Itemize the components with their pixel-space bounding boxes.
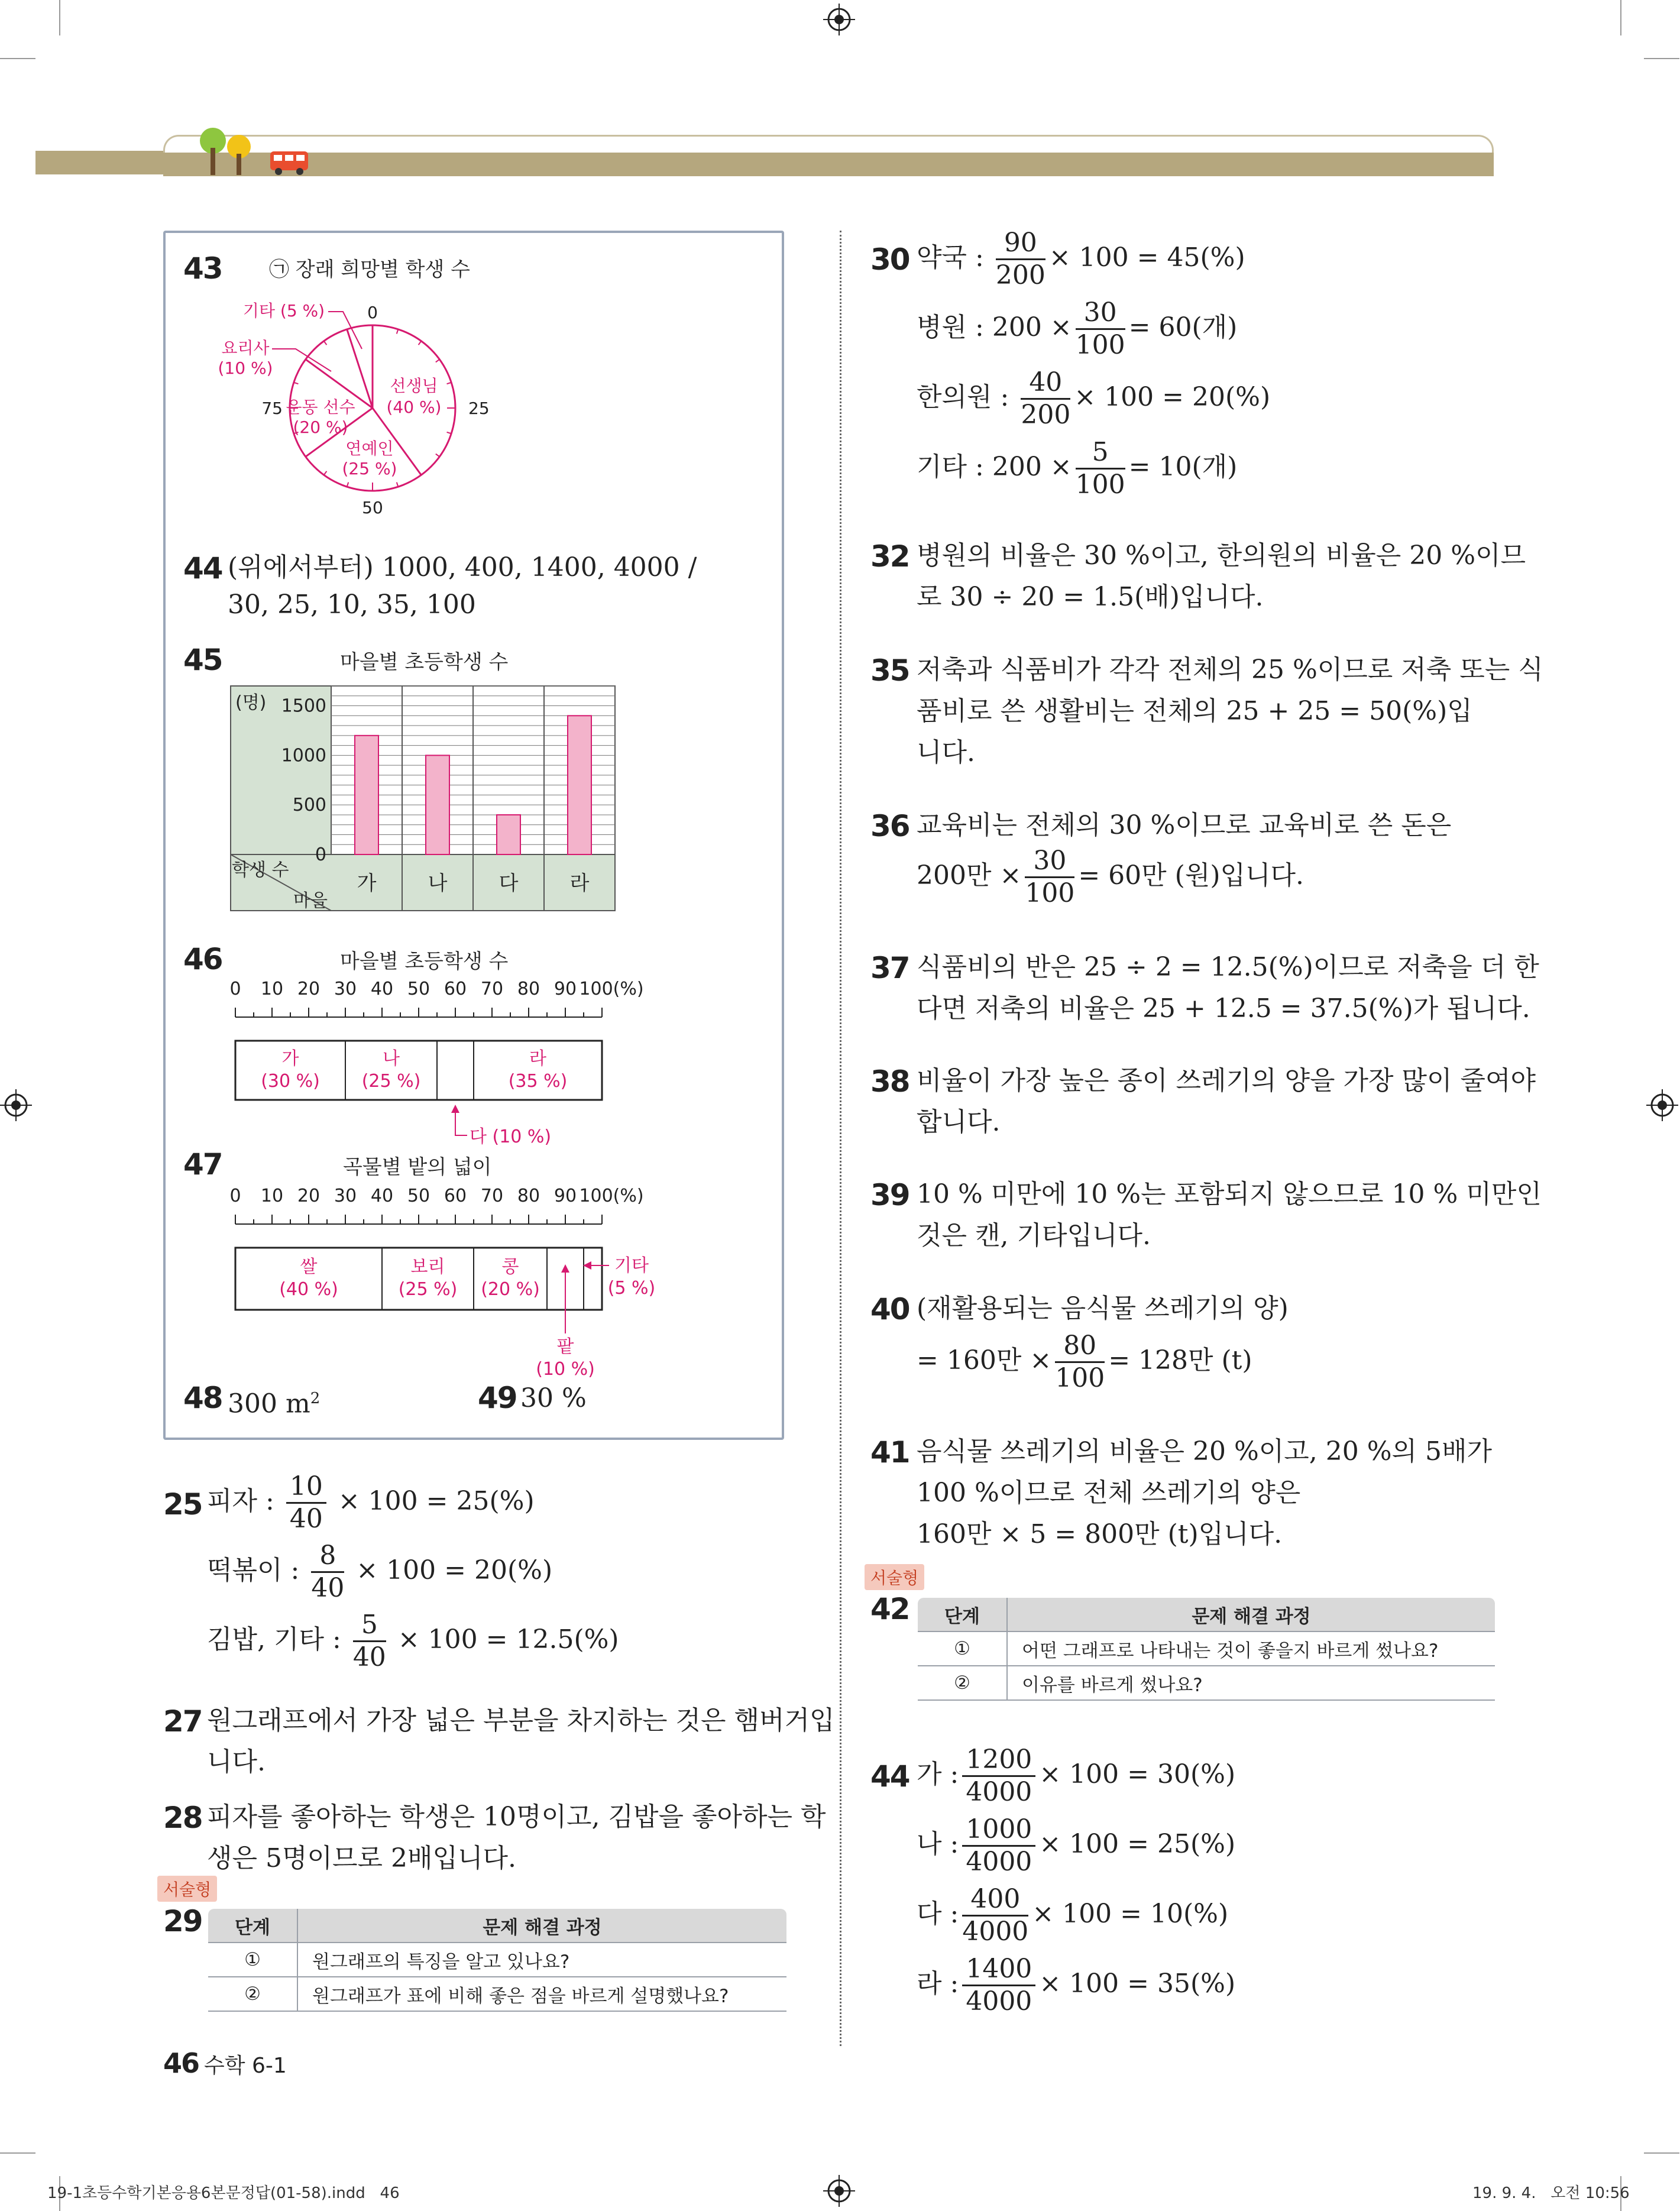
bus-icon [269, 148, 310, 177]
crop-mark-top [823, 4, 855, 35]
pie-chart [195, 284, 526, 532]
scale-label: 90 [553, 1186, 577, 1206]
rubric-step: ② [208, 1977, 297, 2011]
answer-line: (재활용되는 음식물 쓰레기의 양) [917, 1293, 1289, 1323]
rubric-step: ① [208, 1943, 297, 1977]
denominator: 40 [289, 1504, 323, 1534]
trim-line [1644, 2152, 1679, 2154]
denominator: 200 [995, 260, 1045, 290]
formula-rest: × 100 = 12.5(%) [397, 1624, 619, 1655]
bar [568, 716, 591, 854]
answer-line: 품비로 쓴 생활비는 전체의 25 + 25 = 50(%)입 [917, 696, 1472, 726]
fraction [286, 1471, 326, 1535]
formula-rest: × 100 = 20(%) [1074, 382, 1271, 412]
numerator: 400 [962, 1884, 1028, 1917]
scale-label: 80 [517, 1186, 540, 1206]
formula-label: 라 : [917, 1969, 959, 1999]
strip-callout-label: (10 %) [536, 1359, 595, 1380]
row-header-label: 학생 수 [232, 860, 289, 880]
problem-number: 38 [870, 1064, 909, 1099]
scale-label: 100(%) [579, 979, 644, 999]
denominator: 4000 [966, 1847, 1032, 1877]
pie-slice-label: (20 %) [293, 417, 348, 437]
page-number: 46 [163, 2047, 199, 2079]
pie-slice-label: 기타 (5 %) [242, 301, 325, 321]
trim-line [1644, 58, 1679, 59]
scale-label: 30 [334, 979, 357, 999]
strip-graph [225, 976, 686, 1147]
y-tick-label: 0 [315, 844, 326, 865]
answer-line: 100 %이므로 전체 쓰레기의 양은 [917, 1478, 1301, 1508]
formula-rest: × 100 = 30(%) [1039, 1759, 1236, 1789]
rubric-head-step: 단계 [208, 1909, 297, 1943]
strip-segment-label: 라 [529, 1048, 546, 1069]
pie-tick [447, 383, 452, 384]
formula-row [207, 1540, 552, 1604]
answer-line: 30, 25, 10, 35, 100 [228, 590, 476, 620]
scale-label: 60 [444, 1186, 467, 1206]
strip-segment-label: (25 %) [398, 1279, 458, 1300]
formula-label: 나 : [917, 1829, 959, 1859]
strip-segment-label: (35 %) [508, 1071, 568, 1092]
answer-line: 160만 × 5 = 800만 (t)입니다. [917, 1519, 1283, 1549]
pie-slice-label: 선생님 [390, 376, 438, 396]
numerator: 8 [311, 1540, 344, 1573]
scale-label: 40 [370, 1186, 394, 1206]
fraction [962, 1814, 1035, 1877]
numerator: 40 [1021, 367, 1070, 400]
scale-label: 30 [334, 1186, 357, 1206]
arrow-icon [451, 1105, 459, 1113]
formula-rest: = 128만 (t) [1108, 1345, 1252, 1375]
pie-axis-label: 25 [468, 399, 490, 418]
fraction [1055, 1331, 1105, 1394]
rubric-criterion: 이유를 바르게 썼나요? [1007, 1666, 1495, 1700]
pie-axis-label: 0 [367, 303, 378, 322]
formula-row [917, 1744, 1235, 1808]
formula-label: 약국 : [917, 242, 984, 273]
formula-label: 떡볶이 : [207, 1555, 300, 1585]
answer-line: 니다. [207, 1747, 266, 1777]
answer-line: 30 % [520, 1383, 587, 1413]
strip-segment-label: 나 [383, 1048, 400, 1069]
formula-rest: × 100 = 35(%) [1039, 1969, 1236, 1999]
denominator: 100 [1055, 1363, 1105, 1393]
bar-chart [231, 680, 621, 917]
scale-label: 90 [553, 979, 577, 999]
rubric-head-process: 문제 해결 과정 [1007, 1598, 1495, 1631]
print-file-name: 19-1초등수학기본응용6본문정답(01-58).indd 46 [47, 2184, 400, 2202]
denominator: 4000 [966, 1777, 1032, 1807]
problem-number: 44 [870, 1759, 909, 1794]
formula-pre: 200 × [992, 452, 1072, 482]
formula-pre: 200 × [992, 312, 1072, 342]
rubric-step: ① [918, 1631, 1007, 1666]
pie-axis-label: 50 [362, 498, 383, 517]
scale-label: 20 [297, 1186, 321, 1206]
problem-number: 39 [870, 1178, 909, 1212]
fraction [1076, 297, 1125, 361]
problem-number: 28 [163, 1801, 202, 1835]
answer-line: 저축과 식품비가 각각 전체의 25 %이므로 저축 또는 식 [917, 655, 1543, 685]
formula-rest: × 100 = 10(%) [1032, 1899, 1229, 1929]
problem-number: 47 [183, 1147, 222, 1181]
strip-segment-label: (30 %) [261, 1071, 320, 1092]
problem-number: 27 [163, 1704, 202, 1739]
scale-label: 10 [260, 1186, 284, 1206]
formula-row [917, 367, 1270, 430]
fraction [1025, 846, 1074, 909]
numerator: 30 [1025, 846, 1074, 878]
print-date: 19. 9. 4. 오전 10:56 [1472, 2184, 1630, 2202]
chart-title: 마을별 초등학생 수 [340, 950, 509, 973]
book-title: 수학 6-1 [204, 2054, 287, 2078]
pie-tick [294, 383, 299, 384]
strip-segment-label: (40 %) [279, 1279, 338, 1300]
problem-number: 35 [870, 653, 909, 688]
scale-label: 80 [517, 979, 540, 999]
formula-row [917, 1954, 1235, 2017]
pie-slice-label: (10 %) [218, 358, 273, 378]
rubric-table [208, 1909, 786, 2012]
problem-number: 32 [870, 539, 909, 574]
numerator: 10 [286, 1471, 326, 1504]
fraction [962, 1884, 1028, 1947]
fraction [353, 1610, 386, 1673]
answer-line [228, 1378, 320, 1425]
pie-tick [347, 483, 348, 487]
numerator: 90 [996, 228, 1045, 260]
formula-rest: × 100 = 25(%) [338, 1486, 535, 1516]
rubric-criterion: 어떤 그래프로 나타내는 것이 좋을지 바르게 썼나요? [1007, 1631, 1495, 1666]
scale-label: 70 [480, 979, 504, 999]
pie-tick [397, 329, 398, 334]
formula-row [917, 846, 1304, 909]
strip-callout-label: 팥 [556, 1336, 574, 1357]
problem-number: 44 [183, 551, 222, 585]
problem-number: 37 [870, 951, 909, 985]
answer-line: 피자를 좋아하는 학생은 10명이고, 김밥을 좋아하는 학 [207, 1802, 826, 1832]
fraction [311, 1540, 344, 1604]
formula-row [917, 437, 1237, 500]
pie-slice-label: 운동 선수 [286, 397, 355, 417]
y-tick-label: 1500 [281, 695, 326, 717]
answer-line: 로 30 ÷ 20 = 1.5(배)입니다. [917, 582, 1264, 612]
denominator: 4000 [966, 1986, 1032, 2016]
formula-row [207, 1471, 535, 1535]
formula-rest: = 60만 (원)입니다. [1078, 860, 1304, 891]
formula-rest: × 100 = 20(%) [356, 1555, 553, 1585]
answer-line: 식품비의 반은 25 ÷ 2 = 12.5(%)이므로 저축을 더 한 [917, 952, 1539, 982]
denominator: 100 [1025, 878, 1075, 908]
pie-tick [324, 341, 327, 345]
formula-rest: = 10(개) [1128, 452, 1238, 482]
problem-number: 29 [163, 1904, 202, 1938]
formula-rest: = 60(개) [1128, 312, 1238, 342]
scale-label: 0 [229, 1186, 241, 1206]
category-label: 나 [428, 872, 448, 895]
fraction [962, 1744, 1035, 1808]
rubric-head-step: 단계 [918, 1598, 1007, 1631]
scale-label: 100(%) [579, 1186, 644, 1206]
crop-mark-bottom [823, 2175, 855, 2207]
bar [355, 736, 378, 854]
denominator: 200 [1021, 400, 1071, 430]
crop-mark-right [1646, 1089, 1678, 1121]
answer-line: 교육비는 전체의 30 %이므로 교육비로 쓴 돈은 [917, 810, 1452, 840]
strip-callout-label: (5 %) [607, 1278, 656, 1299]
strip-segment-label: (25 %) [361, 1071, 421, 1092]
chart-title: 마을별 초등학생 수 [340, 650, 509, 674]
pie-slice-label: (25 %) [342, 459, 397, 478]
strip-callout-label: 기타 [614, 1255, 649, 1276]
tree-icon [195, 124, 260, 177]
answer-line: 니다. [917, 737, 975, 768]
answer-value: 300 m [228, 1388, 310, 1419]
formula-label: 다 : [917, 1899, 959, 1929]
strip-segment-label: 콩 [501, 1257, 519, 1277]
answer-line: 비율이 가장 높은 종이 쓰레기의 양을 가장 많이 줄여야 [917, 1066, 1536, 1096]
denominator: 100 [1075, 470, 1125, 500]
bar [497, 815, 520, 854]
problem-number: 41 [870, 1435, 909, 1469]
y-tick-label: 1000 [281, 745, 326, 766]
formula-row [917, 1331, 1252, 1394]
answer-line: 원그래프에서 가장 넓은 부분을 차지하는 것은 햄버거입 [207, 1705, 835, 1736]
chart-title: 곡물별 밭의 넓이 [343, 1155, 492, 1179]
problem-number: 40 [870, 1292, 909, 1326]
numerator: 30 [1076, 297, 1125, 330]
answer-line: (위에서부터) 1000, 400, 1400, 4000 / [228, 552, 697, 582]
formula-row [207, 1610, 619, 1673]
formula-pre: = 160만 × [917, 1345, 1052, 1375]
denominator: 40 [352, 1642, 386, 1672]
formula-rest: × 100 = 45(%) [1048, 242, 1245, 273]
pie-tick [447, 432, 452, 433]
scale-label: 50 [407, 979, 430, 999]
pie-slice-label: 요리사 [221, 338, 270, 358]
column-header-label: 마을 [293, 891, 328, 911]
formula-pre: 200만 × [917, 860, 1022, 891]
fraction [1021, 367, 1070, 430]
exponent: 2 [310, 1390, 321, 1407]
essay-badge: 서술형 [865, 1564, 924, 1590]
problem-number: 36 [870, 809, 909, 843]
formula-label: 피자 : [207, 1486, 274, 1516]
category-label: 가 [357, 872, 377, 895]
pie-axis-label: 75 [261, 399, 283, 418]
pie-tick [436, 454, 439, 457]
formula-label: 기타 : [917, 452, 984, 482]
header-bar-inner [163, 153, 1494, 176]
formula-label: 병원 : [917, 312, 984, 342]
answer-line: 병원의 비율은 30 %이고, 한의원의 비율은 20 %이므 [917, 540, 1526, 571]
formula-row [917, 1814, 1235, 1877]
strip-segment-label: (20 %) [481, 1279, 540, 1300]
answer-line: 생은 5명이므로 2배입니다. [207, 1843, 516, 1873]
pie-tick [436, 360, 439, 362]
numerator: 1200 [962, 1744, 1035, 1777]
bar [426, 755, 449, 854]
denominator: 4000 [962, 1917, 1029, 1947]
problem-number: 45 [183, 643, 222, 677]
formula-row [917, 1884, 1228, 1947]
chart-title: ㉠ 장래 희망별 학생 수 [269, 258, 470, 281]
problem-number: 43 [183, 251, 222, 286]
column-divider [840, 231, 841, 2046]
answer-line: 다면 저축의 비율은 25 + 12.5 = 37.5(%)가 됩니다. [917, 993, 1530, 1024]
problem-number: 42 [870, 1592, 909, 1626]
rubric-step: ② [918, 1666, 1007, 1700]
fraction [996, 228, 1045, 291]
numerator: 80 [1055, 1331, 1105, 1363]
crop-mark-left [0, 1089, 32, 1121]
numerator: 5 [1076, 437, 1125, 470]
rubric-criterion: 원그래프가 표에 비해 좋은 점을 바르게 설명했나요? [297, 1977, 786, 2011]
formula-row [917, 228, 1245, 291]
formula-rest: × 100 = 25(%) [1039, 1829, 1236, 1859]
rubric-table [918, 1598, 1495, 1701]
trim-line [0, 58, 35, 59]
strip-segment-label: 가 [281, 1048, 299, 1069]
numerator: 1400 [962, 1954, 1035, 1986]
pie-slice-label: 연예인 [345, 439, 394, 458]
trim-line [1620, 0, 1621, 35]
pie-slice-boundary [347, 329, 373, 408]
fraction [1076, 437, 1125, 500]
pie-tick [397, 483, 398, 487]
formula-row [917, 297, 1237, 361]
problem-number: 30 [870, 242, 909, 277]
scale-label: 40 [370, 979, 394, 999]
rubric-criterion: 원그래프의 특징을 알고 있나요? [297, 1943, 786, 1977]
essay-badge: 서술형 [157, 1876, 217, 1902]
pie-slice-label: (40 %) [386, 397, 442, 417]
strip-segment-label: 보리 [410, 1257, 445, 1277]
problem-number: 46 [183, 942, 222, 976]
trim-line [0, 2152, 35, 2154]
problem-number: 25 [163, 1487, 202, 1522]
y-tick-label: 500 [292, 795, 326, 816]
denominator: 100 [1075, 330, 1125, 360]
denominator: 40 [311, 1573, 345, 1603]
formula-label: 김밥, 기타 : [207, 1624, 341, 1655]
formula-label: 한의원 : [917, 382, 1009, 412]
rubric-head-process: 문제 해결 과정 [297, 1909, 786, 1943]
fraction [962, 1954, 1035, 2017]
answer-line: 것은 캔, 기타입니다. [917, 1221, 1151, 1251]
formula-label: 가 : [917, 1759, 959, 1789]
category-label: 다 [499, 872, 519, 895]
scale-label: 50 [407, 1186, 430, 1206]
pie-tick [419, 341, 422, 345]
problem-number: 49 [478, 1381, 517, 1415]
scale-label: 10 [260, 979, 284, 999]
pie-leader-line [272, 349, 331, 371]
scale-label: 0 [229, 979, 241, 999]
trim-line [59, 0, 60, 35]
scale-label: 20 [297, 979, 321, 999]
numerator: 1000 [962, 1814, 1035, 1847]
category-label: 라 [569, 872, 590, 895]
strip-segment-label: 쌀 [300, 1257, 318, 1277]
scale-label: 60 [444, 979, 467, 999]
strip-callout-label: 다 (10 %) [470, 1126, 552, 1147]
problem-number: 48 [183, 1381, 222, 1415]
pie-tick [324, 471, 327, 475]
numerator: 5 [353, 1610, 386, 1642]
answer-line: 10 % 미만에 10 %는 포함되지 않으므로 10 % 미만인 [917, 1179, 1542, 1209]
answer-line: 합니다. [917, 1107, 1001, 1137]
y-unit-label: (명) [235, 692, 267, 713]
answer-line: 음식물 쓰레기의 비율은 20 %이고, 20 %의 5배가 [917, 1436, 1493, 1467]
scale-label: 70 [480, 1186, 504, 1206]
strip-graph [225, 1183, 686, 1380]
